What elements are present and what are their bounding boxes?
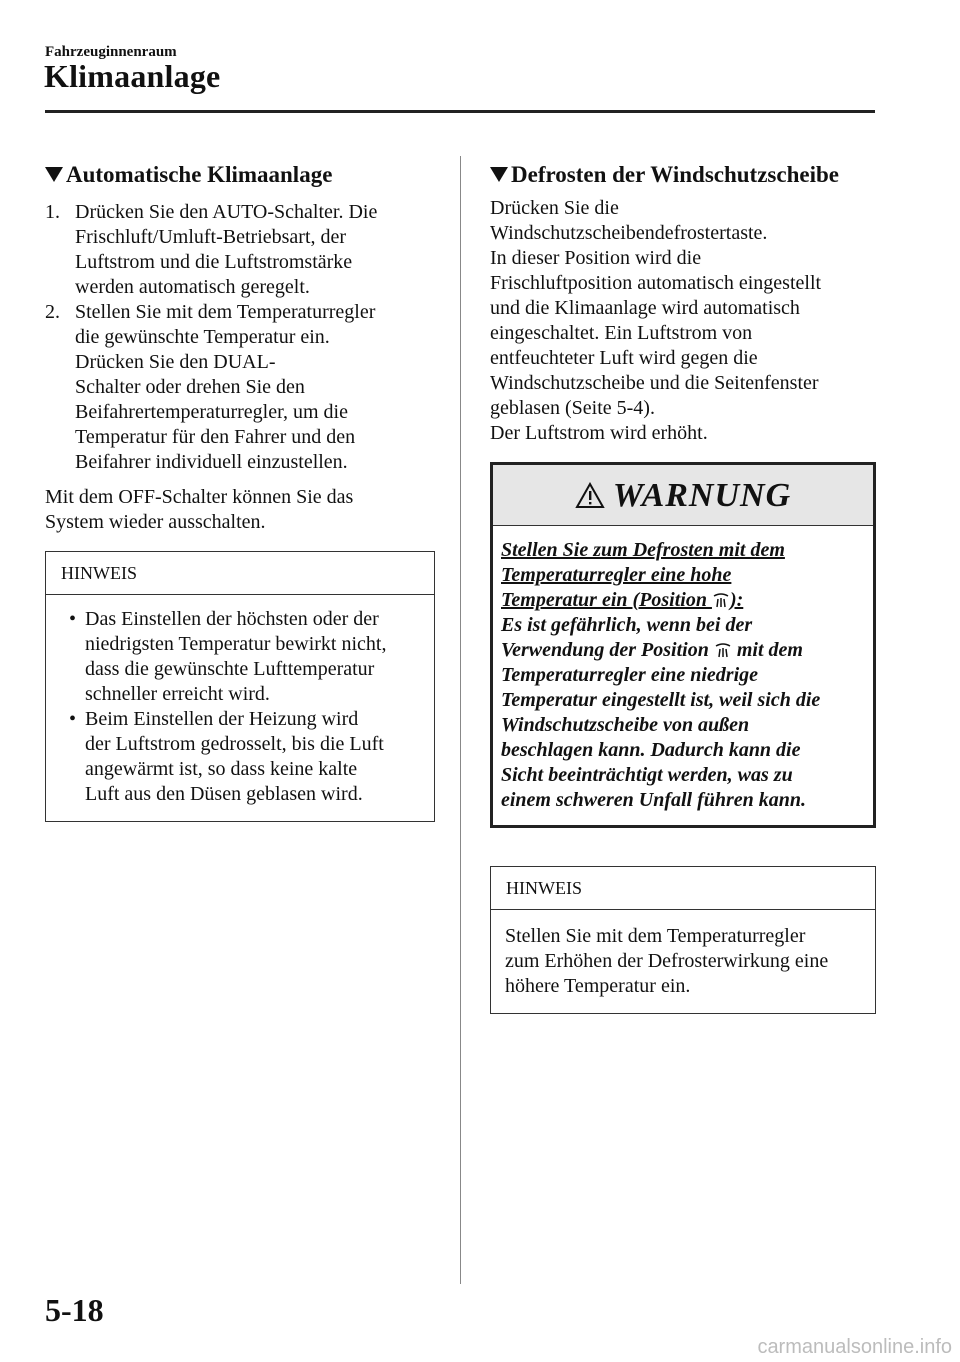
defrost-icon [712,591,730,609]
warning-line: Es ist gefährlich, wenn bei der [501,614,753,636]
warning-triangle-icon [575,482,605,509]
warning-line: Windschutzscheibe von außen [501,714,750,736]
paragraph-line: entfeuchteter Luft wird gegen die [490,347,758,369]
off-switch-paragraph [45,485,435,535]
note-body [46,595,434,821]
paragraph-line: Frischluftposition automatisch eingestellt [490,272,822,294]
warning-line: Temperaturregler eine niedrige [501,664,759,686]
warning-text: ): [729,589,744,611]
page-title: Klimaanlage [44,58,221,94]
paragraph-line: Der Luftstrom wird erhöht. [490,422,708,444]
bullet-dot: • [68,608,76,630]
warning-line: einem schweren Unfall führen kann. [501,789,807,811]
step-line: Beifahrer individuell einzustellen. [75,451,348,473]
note-bullet [60,707,422,807]
warning-body [493,526,873,825]
bullet-text [85,707,384,807]
warning-text: mit dem [731,639,803,661]
note-line: zum Erhöhen der Defrosterwirkung eine [505,950,829,972]
triangle-down-icon [490,167,508,182]
right-column [490,158,880,1014]
watermark: carmanualsonline.info [757,1336,952,1358]
step-text [75,300,435,475]
warning-text: Temperatur ein (Position [501,589,712,611]
bullet-line: angewärmt ist, so dass keine kalte [85,758,358,780]
paragraph-line: und die Klimaanlage wird automatisch [490,297,800,319]
warning-line [501,588,863,613]
steps-list [45,200,435,475]
bullet-line: Beim Einstellen der Heizung wird [85,708,359,730]
note-label: HINWEIS [491,867,875,910]
paragraph-line: eingeschaltet. Ein Luftstrom von [490,322,753,344]
step-line: Drücken Sie den AUTO-Schalter. Die [75,201,378,223]
note-bullet [60,607,422,707]
triangle-down-icon [45,167,63,182]
step-item [45,300,435,475]
title-rule [45,110,875,113]
warning-line: Stellen Sie zum Defrosten mit dem [501,539,785,561]
bullet-line: niedrigsten Temperatur bewirkt nicht, [85,633,387,655]
warning-line: Temperaturregler eine hohe [501,564,732,586]
bullet-line: Das Einstellen der höchsten oder der [85,608,379,630]
heading-text: Automatische Klimaanlage [66,161,333,187]
step-item [45,200,435,300]
warning-line: Sicht beeinträchtigt werden, was zu [501,764,793,786]
warning-box [490,462,876,828]
bullet-dot: • [68,708,76,730]
step-line: Temperatur für den Fahrer und den [75,426,356,448]
step-line: werden automatisch geregelt. [75,276,310,298]
warning-line: Temperatur eingestellt ist, weil sich die [501,689,821,711]
paragraph-line: geblasen (Seite 5-4). [490,397,655,419]
section-label: Fahrzeuginnenraum [45,44,177,60]
section-heading-automatic [45,158,435,190]
warning-line [501,638,863,663]
note-body [491,910,875,1013]
paragraph-line: Drücken Sie die [490,197,619,219]
bullet-line: dass die gewünschte Lufttemperatur [85,658,375,680]
heading-text: Defrosten der Windschutzscheibe [511,161,839,187]
step-line: Frischluft/Umluft-Betriebsart, der [75,226,347,248]
bullet-line: schneller erreicht wird. [85,683,270,705]
paragraph-line: In dieser Position wird die [490,247,702,269]
warning-label: WARNUNG [612,476,792,514]
note-line: höhere Temperatur ein. [505,975,691,997]
column-divider [460,156,461,1284]
step-line: die gewünschte Temperatur ein. [75,326,330,348]
defrost-icon [714,641,732,659]
bullet-line: Luft aus den Düsen geblasen wird. [85,783,363,805]
note-box-left [45,551,435,822]
step-line: Stellen Sie mit dem Temperaturregler [75,301,376,323]
step-number: 1. [45,201,60,223]
note-box-right [490,866,876,1014]
section-heading-defrost [490,158,880,190]
paragraph-line: System wieder ausschalten. [45,511,266,533]
step-line: Schalter oder drehen Sie den [75,376,305,398]
step-text [75,200,435,300]
step-line: Luftstrom und die Luftstromstärke [75,251,353,273]
warning-text: Verwendung der Position [501,639,714,661]
note-label: HINWEIS [46,552,434,595]
step-line: Drücken Sie den DUAL- [75,351,276,373]
bullet-text [85,607,386,707]
step-number: 2. [45,301,60,323]
paragraph-line: Windschutzscheibe und die Seitenfenster [490,372,819,394]
step-line: Beifahrertemperaturregler, um die [75,401,348,423]
warning-header [493,465,873,526]
page-number: 5-18 [45,1292,104,1328]
warning-line: beschlagen kann. Dadurch kann die [501,739,801,761]
paragraph-line: Windschutzscheibendefrostertaste. [490,222,768,244]
bullet-line: der Luftstrom gedrosselt, bis die Luft [85,733,384,755]
defrost-paragraph [490,196,880,446]
note-line: Stellen Sie mit dem Temperaturregler [505,925,806,947]
paragraph-line: Mit dem OFF-Schalter können Sie das [45,486,354,508]
left-column [45,158,435,822]
